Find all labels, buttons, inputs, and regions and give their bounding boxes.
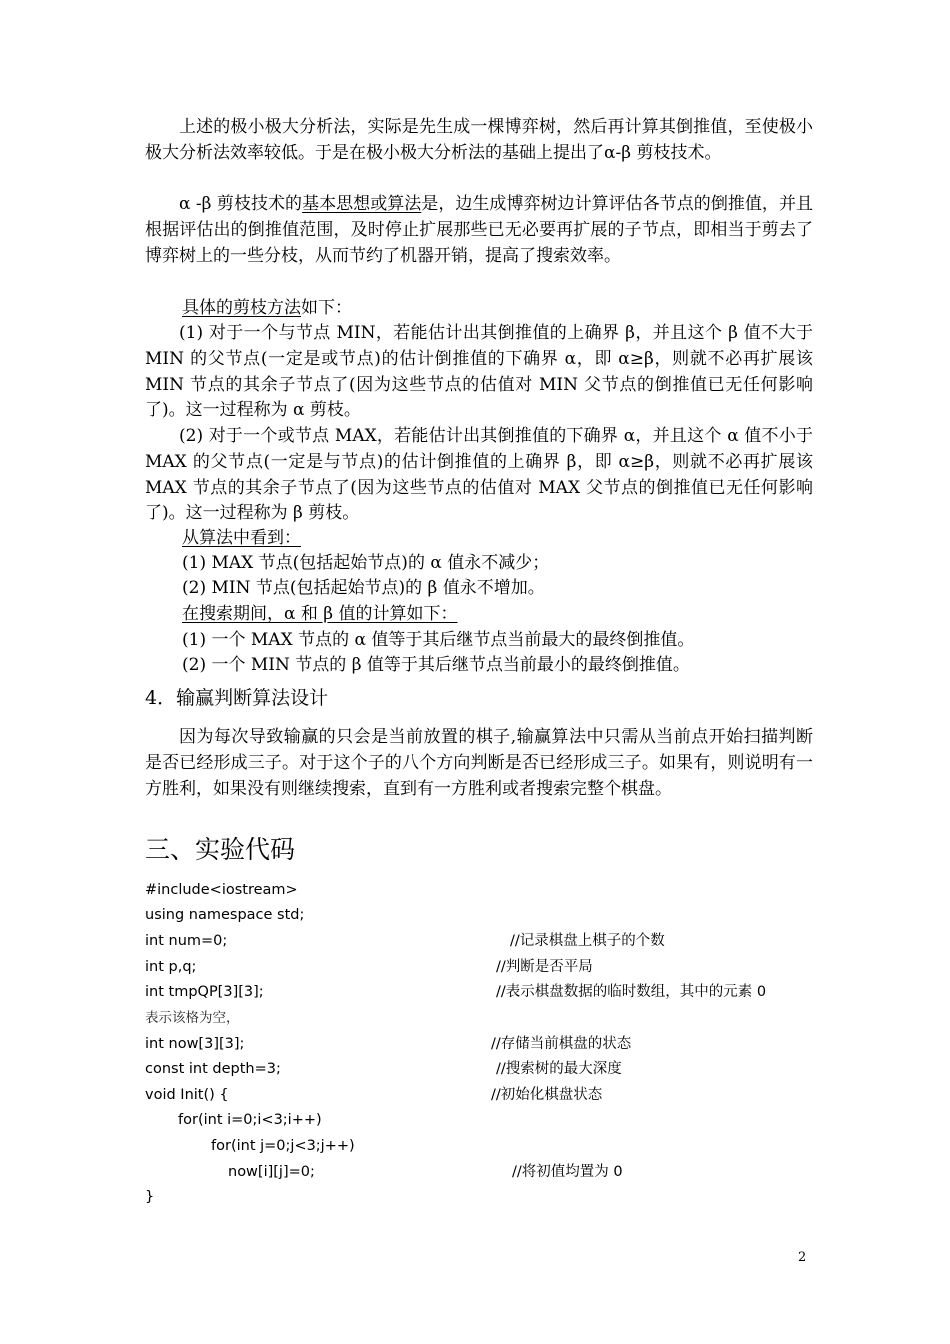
- code-comment: //搜索树的最大深度: [496, 1061, 622, 1077]
- section-heading-code: 三、实验代码: [145, 835, 296, 864]
- page-number: 2: [798, 1250, 807, 1265]
- code-line: int tmpQP[3][3];: [145, 984, 264, 1000]
- method-heading: [182, 296, 352, 321]
- section-heading-win-check: 4．输赢判断算法设计: [145, 687, 329, 709]
- code-line: for(int i=0;i<3;i++): [178, 1112, 322, 1128]
- code-comment: //记录棋盘上棋子的个数: [510, 933, 665, 949]
- seen-heading: 从算法中看到：: [182, 528, 301, 548]
- rule-alpha-pruning: (1) 对于一个与节点 MIN，若能估计出其倒推值的上确界 β，并且这个 β 值不大于 MIN 的父节点(一定是或节点)的估计倒推值的下确界 α，即 α≥β，则就不必再扩展该 MIN 节点的其余子节点了(因为这些节点的估值对 MIN 父节点的倒推值已无任何影响了)。这一过程称为 α 剪枝。: [145, 323, 813, 421]
- paragraph-intro: 上述的极小极大分析法，实际是先生成一棵博弈树，然后再计算其倒推值，至使极小极大分析法效率较低。于是在极小极大分析法的基础上提出了α-β 剪枝技术。: [145, 117, 813, 163]
- code-line: now[i][j]=0;: [228, 1164, 315, 1180]
- code-line: void Init() {: [145, 1087, 229, 1103]
- alpha-beta-lead: α -β 剪枝技术的: [179, 194, 303, 214]
- code-line: int now[3][3];: [145, 1036, 245, 1052]
- code-line: const int depth=3;: [145, 1061, 281, 1077]
- code-comment: //判断是否平局: [496, 959, 593, 975]
- code-comment: //将初值均置为 0: [512, 1164, 623, 1180]
- alpha-beta-rest: 是，边生成博弈树边计算评估各节点的倒推值，并且根据评估出的倒推值范围，及时停止扩展那些已无必要再扩展的子节点，即相当于剪去了博弈树上的一些分枝，从而节约了机器开销，提高了搜索效率。: [145, 194, 813, 266]
- code-line: }: [145, 1189, 155, 1205]
- code-comment: //初始化棋盘状态: [491, 1087, 603, 1103]
- code-line: using namespace std;: [145, 907, 305, 923]
- calc-item-2: (2) 一个 MIN 节点的 β 值等于其后继节点当前最小的最终倒推值。: [182, 655, 690, 675]
- paragraph-alpha-beta: [145, 192, 813, 269]
- calc-item-1: (1) 一个 MAX 节点的 α 值等于其后继节点当前最大的最终倒推值。: [182, 630, 695, 650]
- code-comment-wrap: 表示该格为空，: [145, 1010, 240, 1026]
- calc-heading: 在搜索期间，α 和 β 值的计算如下：: [182, 604, 458, 624]
- seen-item-2: (2) MIN 节点(包括起始节点)的 β 值永不增加。: [182, 578, 545, 598]
- method-rest: 如下：: [301, 298, 352, 318]
- key-idea-underlined: 基本思想或算法: [302, 194, 422, 214]
- code-line: for(int j=0;j<3;j++): [211, 1138, 355, 1154]
- paragraph-win-check: 因为每次导致输赢的只会是当前放置的棋子,输赢算法中只需从当前点开始扫描判断是否已经形成三子。对于这个子的八个方向判断是否已经形成三子。如果有，则说明有一方胜利，如果没有则继续搜索，直到有一方胜利或者搜索完整个棋盘。: [145, 727, 813, 799]
- code-comment: //存储当前棋盘的状态: [491, 1036, 632, 1052]
- seen-item-1: (1) MAX 节点(包括起始节点)的 α 值永不减少；: [182, 553, 550, 573]
- method-key-underlined: 具体的剪枝方法: [182, 298, 301, 318]
- code-line: #include<iostream>: [145, 882, 298, 898]
- rule-beta-pruning: (2) 对于一个或节点 MAX，若能估计出其倒推值的下确界 α，并且这个 α 值不小于 MAX 的父节点(一定是与节点)的估计倒推值的上确界 β，即 α≥β，则就不必再扩展该 MAX 节点的其余子节点了(因为这些节点的估值对 MAX 父节点的倒推值已无任何影响 了)。这一过程称为 β 剪枝。: [145, 426, 813, 524]
- code-line: int p,q;: [145, 959, 197, 975]
- code-line: int num=0;: [145, 933, 228, 949]
- code-comment: //表示棋盘数据的临时数组，其中的元素 0: [496, 984, 767, 1000]
